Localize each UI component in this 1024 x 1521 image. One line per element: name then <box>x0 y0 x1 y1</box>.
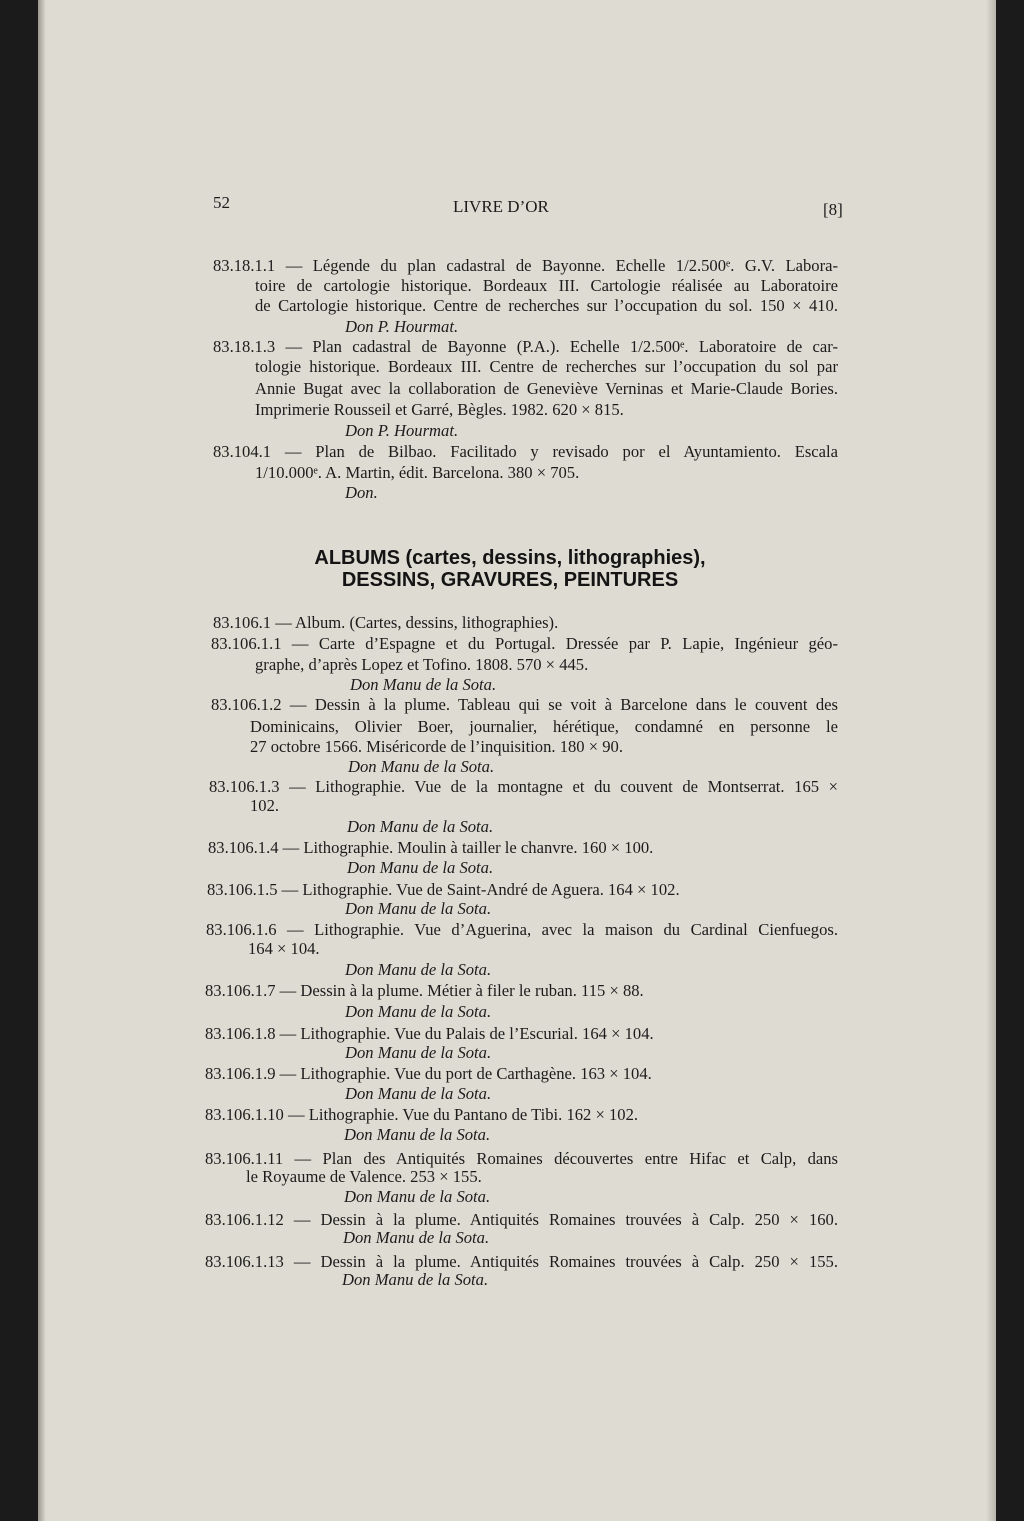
donor-line: Don Manu de la Sota. <box>347 858 494 877</box>
entry-continuation-line: 102. <box>250 796 280 815</box>
entry-line: 83.106.1.3 — Lithographie. Vue de la montagne et du couvent de Montserrat. 165 × <box>209 777 838 796</box>
entry-line: 83.106.1.13 — Dessin à la plume. Antiquités Romaines trouvées à Calp. 250 × 155. <box>205 1252 838 1271</box>
entry-continuation-line: 1/10.000ᵉ. A. Martin, édit. Barcelona. 380 × 705. <box>255 463 580 482</box>
entry-continuation-line: toire de cartologie historique. Bordeaux III. Cartologie réalisée au Laboratoire <box>255 276 838 295</box>
donor-line: Don Manu de la Sota. <box>342 1270 489 1289</box>
donor-line: Don Manu de la Sota. <box>345 1043 492 1062</box>
donor-line: Don P. Hourmat. <box>345 421 459 440</box>
section-heading-line-2: DESSINS, GRAVURES, PEINTURES <box>341 569 679 591</box>
entry-line: 83.106.1 — Album. (Cartes, dessins, lithographies). <box>213 613 559 632</box>
donor-line: Don Manu de la Sota. <box>345 1084 492 1103</box>
donor-line: Don Manu de la Sota. <box>347 817 494 836</box>
entry-line: 83.106.1.4 — Lithographie. Moulin à tailler le chanvre. 160 × 100. <box>208 838 654 857</box>
entry-continuation-line: Annie Bugat avec la collaboration de Geneviève Verninas et Marie-Claude Bories. <box>255 379 838 398</box>
donor-line: Don Manu de la Sota. <box>350 675 497 694</box>
entry-line: 83.106.1.5 — Lithographie. Vue de Saint-André de Aguera. 164 × 102. <box>207 880 680 899</box>
page <box>38 0 996 1521</box>
entry-line: 83.106.1.8 — Lithographie. Vue du Palais de l’Escurial. 164 × 104. <box>205 1024 654 1043</box>
entry-continuation-line: graphe, d’après Lopez et Tofino. 1808. 570 × 445. <box>255 655 589 674</box>
donor-line: Don. <box>345 483 378 502</box>
section-heading-line-1: ALBUMS (cartes, dessins, lithographies), <box>314 547 706 569</box>
donor-line: Don Manu de la Sota. <box>345 1002 492 1021</box>
entry-line: 83.106.1.12 — Dessin à la plume. Antiquités Romaines trouvées à Calp. 250 × 160. <box>205 1210 838 1229</box>
entry-line: 83.106.1.10 — Lithographie. Vue du Pantano de Tibi. 162 × 102. <box>205 1105 639 1124</box>
entry-line: 83.106.1.1 — Carte d’Espagne et du Portugal. Dressée par P. Lapie, Ingénieur géo- <box>211 634 838 653</box>
donor-line: Don Manu de la Sota. <box>344 1125 491 1144</box>
donor-line: Don Manu de la Sota. <box>348 757 495 776</box>
donor-line: Don P. Hourmat. <box>345 317 459 336</box>
entry-line: 83.106.1.11 — Plan des Antiquités Romaines découvertes entre Hifac et Calp, dans <box>205 1149 838 1168</box>
entry-continuation-line: le Royaume de Valence. 253 × 155. <box>246 1167 482 1186</box>
entry-line: 83.18.1.1 — Légende du plan cadastral de Bayonne. Echelle 1/2.500ᵉ. G.V. Labora- <box>213 256 838 275</box>
section-reference: [8] <box>823 200 843 219</box>
entry-continuation-line: 164 × 104. <box>248 939 320 958</box>
entry-line: 83.106.1.9 — Lithographie. Vue du port de Carthagène. 163 × 104. <box>205 1064 652 1083</box>
entry-line: 83.106.1.2 — Dessin à la plume. Tableau qui se voit à Barcelone dans le couvent des <box>211 695 838 714</box>
running-title: LIVRE D’OR <box>453 197 549 216</box>
entry-line: 83.106.1.7 — Dessin à la plume. Métier à filer le ruban. 115 × 88. <box>205 981 644 1000</box>
entry-continuation-line: de Cartologie historique. Centre de recherches sur l’occupation du sol. 150 × 410. <box>255 296 838 315</box>
entry-continuation-line: tologie historique. Bordeaux III. Centre de recherches sur l’occupation du sol par <box>255 357 838 376</box>
entry-line: 83.104.1 — Plan de Bilbao. Facilitado y revisado por el Ayuntamiento. Escala <box>213 442 838 461</box>
entry-continuation-line: Imprimerie Rousseil et Garré, Bègles. 1982. 620 × 815. <box>255 400 624 419</box>
entry-continuation-line: Dominicains, Olivier Boer, journalier, hérétique, condamné en personne le <box>250 717 838 736</box>
entry-line: 83.18.1.3 — Plan cadastral de Bayonne (P.A.). Echelle 1/2.500ᵉ. Laboratoire de car- <box>213 337 838 356</box>
page-number: 52 <box>213 193 230 212</box>
donor-line: Don Manu de la Sota. <box>345 960 492 979</box>
donor-line: Don Manu de la Sota. <box>344 1187 491 1206</box>
entry-continuation-line: 27 octobre 1566. Miséricorde de l’inquisition. 180 × 90. <box>250 737 623 756</box>
donor-line: Don Manu de la Sota. <box>343 1228 490 1247</box>
entry-line: 83.106.1.6 — Lithographie. Vue d’Aguerina, avec la maison du Cardinal Cienfuegos. <box>206 920 838 939</box>
donor-line: Don Manu de la Sota. <box>345 899 492 918</box>
